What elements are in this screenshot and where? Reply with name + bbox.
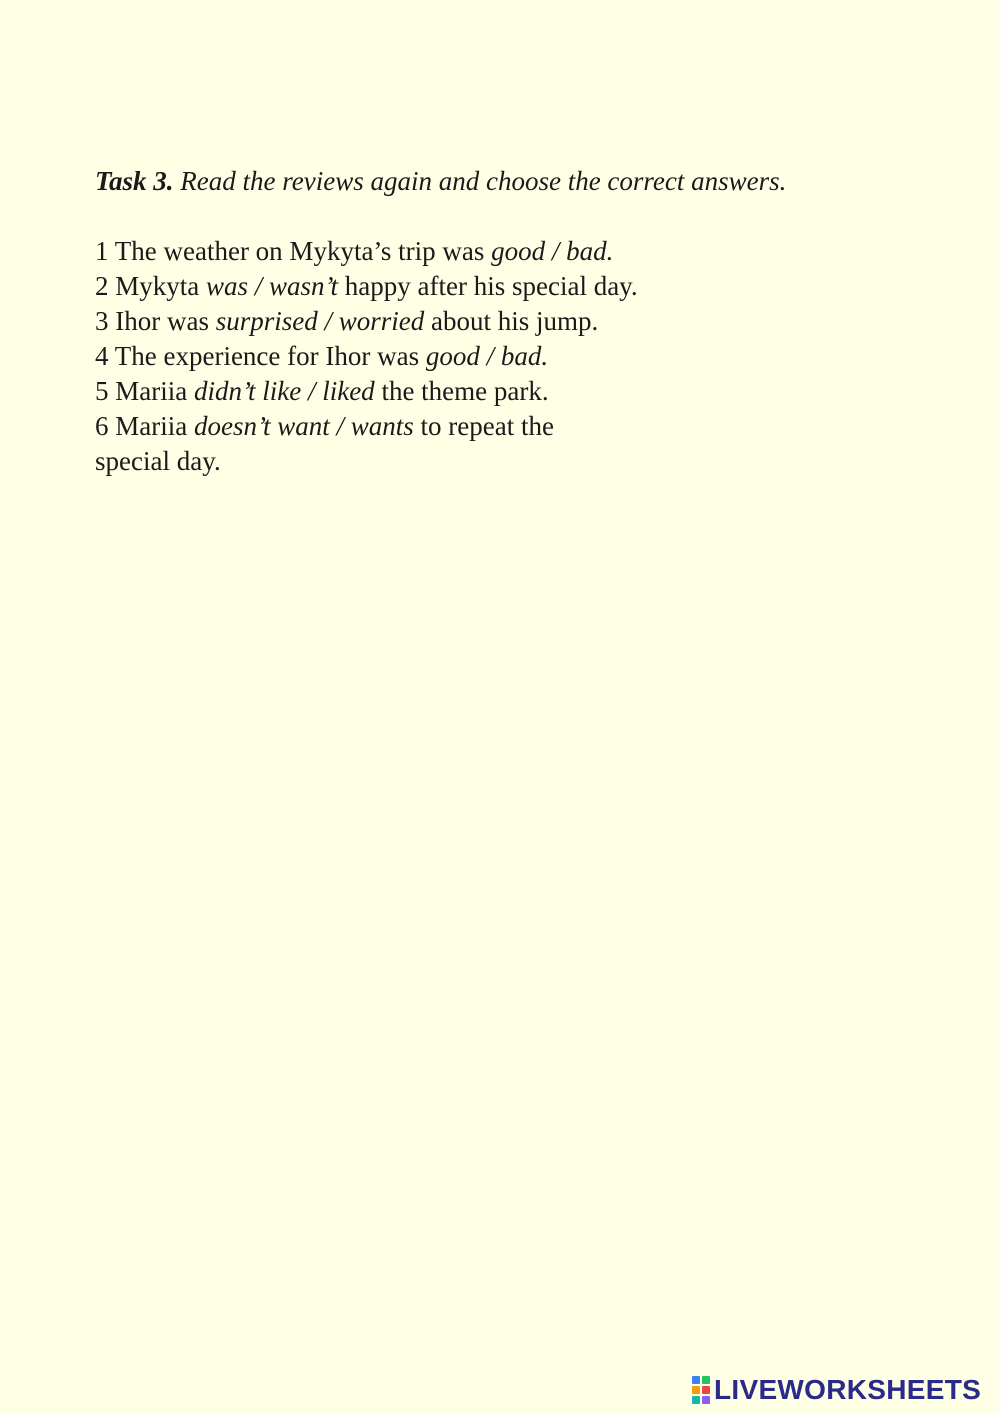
task-number: Task 3. [95,166,174,196]
question-text: 4 The experience for Ihor was [95,341,426,371]
question-text: the theme park. [374,376,549,406]
task-block [95,164,955,479]
answer-options[interactable]: doesn’t want / wants [193,411,414,441]
question-text: 5 Mariia [95,376,194,406]
question-text: 2 Mykyta [95,271,206,301]
question-text: 6 Mariia [95,411,194,441]
question-6 [95,409,955,444]
answer-options[interactable]: surprised / worried [215,306,425,336]
task-heading [95,164,955,199]
task-instruction: Read the reviews again and choose the correct answers. [173,166,787,196]
question-4 [95,339,955,374]
question-1 [95,234,955,269]
question-2 [95,269,955,304]
question-text: 3 Ihor was [95,306,216,336]
logo-text: LIVEWORKSHEETS [714,1374,982,1405]
answer-options[interactable]: didn’t like / liked [193,376,375,406]
question-text: about his jump. [424,306,599,336]
question-text: to repeat the [413,411,554,441]
liveworksheets-logo [692,1374,981,1406]
answer-options[interactable]: good / bad. [425,341,549,371]
answer-options[interactable]: was / wasn’t [206,271,339,301]
question-6-continuation: special day. [95,446,221,476]
question-text: happy after his special day. [338,271,638,301]
question-5 [95,374,955,409]
question-text: 1 The weather on Mykyta’s trip was [95,236,492,266]
logo-mark-icon [692,1376,710,1404]
question-3 [95,304,955,339]
answer-options[interactable]: good / bad. [491,236,614,266]
